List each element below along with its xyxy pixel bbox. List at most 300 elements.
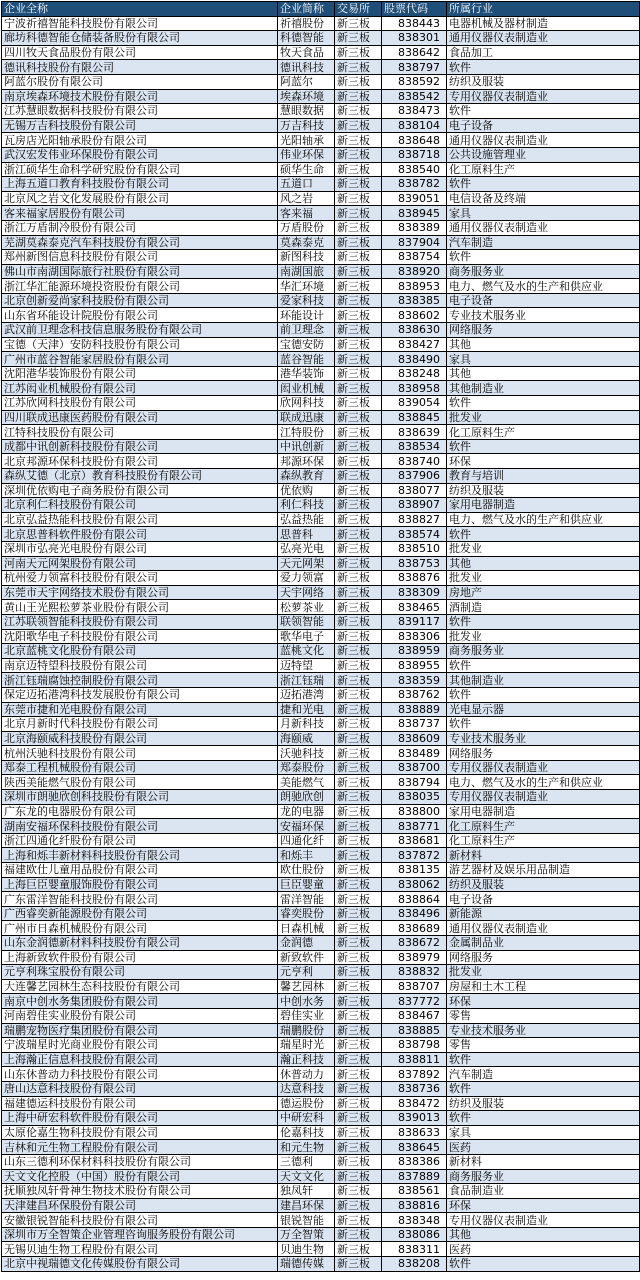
industry-cell: 软件 <box>447 177 640 192</box>
company-short-name-cell: 蓝谷智能 <box>278 352 335 367</box>
company-short-name-cell: 光阳轴承 <box>278 133 335 148</box>
exchange-cell: 新三板 <box>335 279 382 294</box>
table-row <box>2 1140 640 1155</box>
company-full-name-cell: 武汉前卫理念科技信息服务股份有限公司 <box>2 323 278 338</box>
industry-cell: 软件 <box>447 60 640 75</box>
stock-code-cell: 838306 <box>382 629 447 644</box>
stock-code-cell: 838301 <box>382 31 447 46</box>
table-row <box>2 687 640 702</box>
company-full-name-cell: 广西睿奕新能源股份有限公司 <box>2 906 278 921</box>
company-full-name-cell: 天文文化控股（中国）股份有限公司 <box>2 1169 278 1184</box>
stock-code-cell: 838645 <box>382 1140 447 1155</box>
table-row <box>2 118 640 133</box>
exchange-cell: 新三板 <box>335 425 382 440</box>
industry-cell: 纺织及服装 <box>447 483 640 498</box>
company-short-name-cell: 埃森环境 <box>278 89 335 104</box>
exchange-cell: 新三板 <box>335 994 382 1009</box>
company-full-name-cell: 德讯科技股份有限公司 <box>2 60 278 75</box>
exchange-cell: 新三板 <box>335 439 382 454</box>
table-row <box>2 1067 640 1082</box>
table-row <box>2 31 640 46</box>
industry-cell: 公共设施管理业 <box>447 147 640 162</box>
stock-code-cell: 838208 <box>382 1257 447 1272</box>
table-row <box>2 235 640 250</box>
table-row <box>2 1111 640 1126</box>
company-short-name-cell: 江特股份 <box>278 425 335 440</box>
company-short-name-cell: 金润德 <box>278 936 335 951</box>
company-short-name-cell: 天文文化 <box>278 1169 335 1184</box>
stock-code-cell: 838845 <box>382 410 447 425</box>
company-listing-table <box>1 1 640 1272</box>
company-full-name-cell: 郑州新图信息科技股份有限公司 <box>2 250 278 265</box>
company-short-name-cell: 四通化纤 <box>278 833 335 848</box>
industry-cell: 批发业 <box>447 965 640 980</box>
industry-cell: 批发业 <box>447 410 640 425</box>
stock-code-cell: 837904 <box>382 235 447 250</box>
company-full-name-cell: 广州市蓝谷智能家居股份有限公司 <box>2 352 278 367</box>
stock-code-cell: 838945 <box>382 206 447 221</box>
table-row <box>2 906 640 921</box>
company-short-name-cell: 碧佳实业 <box>278 1008 335 1023</box>
industry-cell: 批发业 <box>447 571 640 586</box>
stock-code-cell: 838642 <box>382 45 447 60</box>
company-full-name-cell: 森纵艾德（北京）教育科技股份有限公司 <box>2 469 278 484</box>
industry-cell: 网络服务 <box>447 746 640 761</box>
company-full-name-cell: 郑泰工程机械股份有限公司 <box>2 760 278 775</box>
stock-code-cell: 838920 <box>382 264 447 279</box>
company-short-name-cell: 迈特望 <box>278 658 335 673</box>
stock-code-cell: 838816 <box>382 1198 447 1213</box>
industry-cell: 软件 <box>447 1052 640 1067</box>
exchange-cell: 新三板 <box>335 965 382 980</box>
company-short-name-cell: 风之岩 <box>278 191 335 206</box>
industry-cell: 电力、燃气及水的生产和供应业 <box>447 512 640 527</box>
company-full-name-cell: 河南天元网架股份有限公司 <box>2 556 278 571</box>
industry-cell: 专业技术服务业 <box>447 308 640 323</box>
company-full-name-cell: 北京邦源环保科技股份有限公司 <box>2 454 278 469</box>
industry-cell: 电信设备及终端 <box>447 191 640 206</box>
exchange-cell: 新三板 <box>335 89 382 104</box>
company-full-name-cell: 沈阳港华装饰股份有限公司 <box>2 366 278 381</box>
company-short-name-cell: 弘益热能 <box>278 512 335 527</box>
company-full-name-cell: 黄山王光熙松萝茶业股份有限公司 <box>2 600 278 615</box>
table-body <box>2 16 640 1271</box>
industry-cell: 通用仪器仪表制造业 <box>447 220 640 235</box>
exchange-cell: 新三板 <box>335 16 382 31</box>
table-row <box>2 323 640 338</box>
table-row <box>2 1081 640 1096</box>
industry-cell: 专用仪器仪表制造业 <box>447 89 640 104</box>
company-full-name-cell: 四川牧天食品股份有限公司 <box>2 45 278 60</box>
company-full-name-cell: 陕西美能燃气股份有限公司 <box>2 775 278 790</box>
company-short-name-cell: 硕华生命 <box>278 162 335 177</box>
stock-code-cell: 838700 <box>382 760 447 775</box>
stock-code-cell: 838798 <box>382 1038 447 1053</box>
industry-cell: 教育与培训 <box>447 469 640 484</box>
company-short-name-cell: 优依购 <box>278 483 335 498</box>
stock-code-cell: 837892 <box>382 1067 447 1082</box>
table-row <box>2 994 640 1009</box>
company-short-name-cell: 新致软件 <box>278 950 335 965</box>
exchange-cell: 新三板 <box>335 1125 382 1140</box>
industry-cell: 汽车制造 <box>447 1067 640 1082</box>
industry-cell: 其他制造业 <box>447 381 640 396</box>
company-short-name-cell: 伟业环保 <box>278 147 335 162</box>
company-full-name-cell: 吉林和元生物工程股份有限公司 <box>2 1140 278 1155</box>
exchange-cell: 新三板 <box>335 585 382 600</box>
company-short-name-cell: 浙江钰瑞 <box>278 673 335 688</box>
stock-code-cell: 838885 <box>382 1023 447 1038</box>
industry-cell: 软件 <box>447 1111 640 1126</box>
exchange-cell: 新三板 <box>335 775 382 790</box>
company-short-name-cell: 歌华电子 <box>278 629 335 644</box>
exchange-cell: 新三板 <box>335 1213 382 1228</box>
stock-code-cell: 838489 <box>382 746 447 761</box>
company-short-name-cell: 松萝茶业 <box>278 600 335 615</box>
exchange-cell: 新三板 <box>335 293 382 308</box>
company-short-name-cell: 欣网科技 <box>278 396 335 411</box>
industry-cell: 纺织及服装 <box>447 74 640 89</box>
company-short-name-cell: 慧眼数据 <box>278 104 335 119</box>
industry-cell: 软件 <box>447 1081 640 1096</box>
table-row <box>2 1154 640 1169</box>
table-row <box>2 585 640 600</box>
stock-code-cell: 838386 <box>382 1154 447 1169</box>
stock-code-cell: 838309 <box>382 585 447 600</box>
company-full-name-cell: 成都中讯创新科技股份有限公司 <box>2 439 278 454</box>
table-row <box>2 1169 640 1184</box>
table-row <box>2 877 640 892</box>
company-full-name-cell: 安徽银锐智能科技股份有限公司 <box>2 1213 278 1228</box>
stock-code-cell: 838443 <box>382 16 447 31</box>
exchange-cell: 新三板 <box>335 31 382 46</box>
company-short-name-cell: 森纵教育 <box>278 469 335 484</box>
industry-cell: 电力、燃气及水的生产和供应业 <box>447 775 640 790</box>
company-short-name-cell: 达意科技 <box>278 1081 335 1096</box>
stock-code-cell: 838648 <box>382 133 447 148</box>
exchange-cell: 新三板 <box>335 863 382 878</box>
exchange-cell: 新三板 <box>335 133 382 148</box>
table-row <box>2 206 640 221</box>
company-short-name-cell: 郑泰股份 <box>278 760 335 775</box>
company-short-name-cell: 海颐威 <box>278 731 335 746</box>
company-short-name-cell: 联领智能 <box>278 614 335 629</box>
industry-cell: 电力、燃气及水的生产和供应业 <box>447 279 640 294</box>
table-row <box>2 483 640 498</box>
company-short-name-cell: 中研宏科 <box>278 1111 335 1126</box>
company-full-name-cell: 北京月新时代科技股份有限公司 <box>2 717 278 732</box>
table-row <box>2 760 640 775</box>
company-short-name-cell: 雷洋智能 <box>278 892 335 907</box>
industry-cell: 化工原料生产 <box>447 162 640 177</box>
company-short-name-cell: 利仁科技 <box>278 498 335 513</box>
company-short-name-cell: 邦源环保 <box>278 454 335 469</box>
company-full-name-cell: 山东休普动力科技股份有限公司 <box>2 1067 278 1082</box>
exchange-cell: 新三板 <box>335 979 382 994</box>
company-full-name-cell: 宁波祈禧智能科技股份有限公司 <box>2 16 278 31</box>
stock-code-cell: 838639 <box>382 425 447 440</box>
exchange-cell: 新三板 <box>335 556 382 571</box>
header-industry: 所属行业 <box>447 2 640 17</box>
company-short-name-cell: 休普动力 <box>278 1067 335 1082</box>
exchange-cell: 新三板 <box>335 74 382 89</box>
exchange-cell: 新三板 <box>335 45 382 60</box>
company-short-name-cell: 沃驰科技 <box>278 746 335 761</box>
company-short-name-cell: 龙的电器 <box>278 804 335 819</box>
industry-cell: 新材料 <box>447 1154 640 1169</box>
industry-cell: 通用仪器仪表制造业 <box>447 31 640 46</box>
company-full-name-cell: 北京风之岩文化发展股份有限公司 <box>2 191 278 206</box>
exchange-cell: 新三板 <box>335 60 382 75</box>
exchange-cell: 新三板 <box>335 819 382 834</box>
stock-code-cell: 838609 <box>382 731 447 746</box>
stock-code-cell: 838754 <box>382 250 447 265</box>
exchange-cell: 新三板 <box>335 1052 382 1067</box>
company-short-name-cell: 瑞星时光 <box>278 1038 335 1053</box>
company-short-name-cell: 祈禧股份 <box>278 16 335 31</box>
table-row <box>2 746 640 761</box>
company-short-name-cell: 天宇网络 <box>278 585 335 600</box>
table-row <box>2 804 640 819</box>
company-full-name-cell: 浙江硕华生命科学研究股份有限公司 <box>2 162 278 177</box>
exchange-cell: 新三板 <box>335 877 382 892</box>
company-full-name-cell: 瓦房店光阳轴承股份有限公司 <box>2 133 278 148</box>
company-short-name-cell: 瑞鹏股份 <box>278 1023 335 1038</box>
exchange-cell: 新三板 <box>335 1198 382 1213</box>
company-short-name-cell: 五道口 <box>278 177 335 192</box>
exchange-cell: 新三板 <box>335 1184 382 1199</box>
table-row <box>2 439 640 454</box>
industry-cell: 其他 <box>447 337 640 352</box>
company-full-name-cell: 深圳市弘亮光电股份有限公司 <box>2 541 278 556</box>
industry-cell: 其他 <box>447 366 640 381</box>
table-row <box>2 60 640 75</box>
table-row <box>2 337 640 352</box>
stock-code-cell: 838359 <box>382 673 447 688</box>
company-short-name-cell: 建昌环保 <box>278 1198 335 1213</box>
industry-cell: 专用仪器仪表制造业 <box>447 1213 640 1228</box>
exchange-cell: 新三板 <box>335 614 382 629</box>
industry-cell: 软件 <box>447 104 640 119</box>
stock-code-cell: 838753 <box>382 556 447 571</box>
industry-cell: 专业技术服务业 <box>447 731 640 746</box>
table-row <box>2 833 640 848</box>
exchange-cell: 新三板 <box>335 833 382 848</box>
table-row <box>2 308 640 323</box>
industry-cell: 游艺器材及娱乐用品制造 <box>447 863 640 878</box>
exchange-cell: 新三板 <box>335 1154 382 1169</box>
exchange-cell: 新三板 <box>335 1023 382 1038</box>
company-short-name-cell: 元亨利 <box>278 965 335 980</box>
stock-code-cell: 838736 <box>382 1081 447 1096</box>
header-row <box>2 2 640 17</box>
industry-cell: 专业技术服务业 <box>447 1023 640 1038</box>
industry-cell: 其他 <box>447 1227 640 1242</box>
stock-code-cell: 838681 <box>382 833 447 848</box>
table-row <box>2 16 640 31</box>
industry-cell: 软件 <box>447 439 640 454</box>
table-row <box>2 1184 640 1199</box>
company-full-name-cell: 南京埃森环境技术股份有限公司 <box>2 89 278 104</box>
industry-cell: 电子设备 <box>447 118 640 133</box>
stock-code-cell: 838592 <box>382 74 447 89</box>
company-full-name-cell: 福建德运科技股份有限公司 <box>2 1096 278 1111</box>
exchange-cell: 新三板 <box>335 1227 382 1242</box>
company-full-name-cell: 无锡贝迪生物工程股份有限公司 <box>2 1242 278 1257</box>
stock-code-cell: 838707 <box>382 979 447 994</box>
company-full-name-cell: 芜湖莫森泰克汽车科技股份有限公司 <box>2 235 278 250</box>
industry-cell: 软件 <box>447 396 640 411</box>
exchange-cell: 新三板 <box>335 760 382 775</box>
industry-cell: 家具 <box>447 352 640 367</box>
exchange-cell: 新三板 <box>335 687 382 702</box>
company-short-name-cell: 中创水务 <box>278 994 335 1009</box>
table-row <box>2 979 640 994</box>
header-exchange: 交易所 <box>335 2 382 17</box>
company-short-name-cell: 万全智策 <box>278 1227 335 1242</box>
company-short-name-cell: 爱家科技 <box>278 293 335 308</box>
company-full-name-cell: 山东省环能设计院股份有限公司 <box>2 308 278 323</box>
stock-code-cell: 839013 <box>382 1111 447 1126</box>
exchange-cell: 新三板 <box>335 498 382 513</box>
industry-cell: 专用仪器仪表制造业 <box>447 760 640 775</box>
exchange-cell: 新三板 <box>335 337 382 352</box>
company-full-name-cell: 南京中创水务集团股份有限公司 <box>2 994 278 1009</box>
stock-code-cell: 838718 <box>382 147 447 162</box>
stock-code-cell: 838737 <box>382 717 447 732</box>
stock-code-cell: 838473 <box>382 104 447 119</box>
company-full-name-cell: 湖南安福环保科技股份有限公司 <box>2 819 278 834</box>
industry-cell: 其他 <box>447 556 640 571</box>
company-short-name-cell: 瑞德传媒 <box>278 1257 335 1272</box>
company-full-name-cell: 浙江四通化纤股份有限公司 <box>2 833 278 848</box>
table-row <box>2 731 640 746</box>
company-full-name-cell: 上海瀚正信息科技股份有限公司 <box>2 1052 278 1067</box>
company-full-name-cell: 唐山达意科技股份有限公司 <box>2 1081 278 1096</box>
company-full-name-cell: 浙江万盾制冷股份有限公司 <box>2 220 278 235</box>
stock-code-cell: 838248 <box>382 366 447 381</box>
exchange-cell: 新三板 <box>335 848 382 863</box>
company-short-name-cell: 弘亮光电 <box>278 541 335 556</box>
exchange-cell: 新三板 <box>335 220 382 235</box>
stock-code-cell: 838800 <box>382 804 447 819</box>
table-row <box>2 600 640 615</box>
company-full-name-cell: 广东龙的电器股份有限公司 <box>2 804 278 819</box>
company-full-name-cell: 武汉宏发伟业环保股份有限公司 <box>2 147 278 162</box>
company-short-name-cell: 贝迪生物 <box>278 1242 335 1257</box>
company-full-name-cell: 江苏慧眼数据科技股份有限公司 <box>2 104 278 119</box>
table-row <box>2 104 640 119</box>
exchange-cell: 新三板 <box>335 541 382 556</box>
table-row <box>2 658 640 673</box>
table-row <box>2 892 640 907</box>
company-short-name-cell: 迈拓港湾 <box>278 687 335 702</box>
industry-cell: 新材料 <box>447 848 640 863</box>
company-short-name-cell: 馨艺园林 <box>278 979 335 994</box>
stock-code-cell: 838689 <box>382 921 447 936</box>
stock-code-cell: 838086 <box>382 1227 447 1242</box>
company-short-name-cell: 日森机械 <box>278 921 335 936</box>
table-row <box>2 352 640 367</box>
stock-code-cell: 838104 <box>382 118 447 133</box>
stock-code-cell: 837889 <box>382 1169 447 1184</box>
stock-code-cell: 837772 <box>382 994 447 1009</box>
table-row <box>2 264 640 279</box>
company-short-name-cell: 华汇环境 <box>278 279 335 294</box>
company-short-name-cell: 宝德安防 <box>278 337 335 352</box>
company-full-name-cell: 上海巨臣婴童服饰股份有限公司 <box>2 877 278 892</box>
company-full-name-cell: 深圳优依购电子商务股份有限公司 <box>2 483 278 498</box>
table-row <box>2 673 640 688</box>
industry-cell: 商务服务业 <box>447 1169 640 1184</box>
stock-code-cell: 838385 <box>382 293 447 308</box>
exchange-cell: 新三板 <box>335 746 382 761</box>
company-short-name-cell: 和元生物 <box>278 1140 335 1155</box>
industry-cell: 软件 <box>447 250 640 265</box>
company-full-name-cell: 沈阳歌华电子科技股份有限公司 <box>2 629 278 644</box>
company-full-name-cell: 深圳市朗驰欣创科技股份有限公司 <box>2 790 278 805</box>
stock-code-cell: 838955 <box>382 658 447 673</box>
company-short-name-cell: 爱力领富 <box>278 571 335 586</box>
exchange-cell: 新三板 <box>335 1096 382 1111</box>
company-full-name-cell: 上海和烁丰新材料科技股份有限公司 <box>2 848 278 863</box>
exchange-cell: 新三板 <box>335 1067 382 1082</box>
company-full-name-cell: 北京海颐威科技股份有限公司 <box>2 731 278 746</box>
stock-code-cell: 838762 <box>382 687 447 702</box>
company-full-name-cell: 江苏闳业机械股份有限公司 <box>2 381 278 396</box>
table-row <box>2 936 640 951</box>
exchange-cell: 新三板 <box>335 921 382 936</box>
table-row <box>2 89 640 104</box>
exchange-cell: 新三板 <box>335 352 382 367</box>
stock-code-cell: 838077 <box>382 483 447 498</box>
company-short-name-cell: 科德智能 <box>278 31 335 46</box>
exchange-cell: 新三板 <box>335 1081 382 1096</box>
stock-code-cell: 839051 <box>382 191 447 206</box>
stock-code-cell: 838311 <box>382 1242 447 1257</box>
stock-code-cell: 838797 <box>382 60 447 75</box>
exchange-cell: 新三板 <box>335 396 382 411</box>
company-short-name-cell: 联成迅康 <box>278 410 335 425</box>
industry-cell: 环保 <box>447 454 640 469</box>
industry-cell: 汽车制造 <box>447 235 640 250</box>
company-full-name-cell: 浙江华汇能源环境投资股份有限公司 <box>2 279 278 294</box>
industry-cell: 房屋和土木工程 <box>447 979 640 994</box>
stock-code-cell: 838062 <box>382 877 447 892</box>
stock-code-cell: 838574 <box>382 527 447 542</box>
company-short-name-cell: 闳业机械 <box>278 381 335 396</box>
exchange-cell: 新三板 <box>335 906 382 921</box>
industry-cell: 光电显示器 <box>447 702 640 717</box>
industry-cell: 软件 <box>447 687 640 702</box>
stock-code-cell: 838864 <box>382 892 447 907</box>
exchange-cell: 新三板 <box>335 1242 382 1257</box>
company-full-name-cell: 深圳市万全智策企业管理咨询服务股份有限公司 <box>2 1227 278 1242</box>
stock-code-cell: 838672 <box>382 936 447 951</box>
table-row <box>2 45 640 60</box>
table-row <box>2 381 640 396</box>
exchange-cell: 新三板 <box>335 206 382 221</box>
industry-cell: 商务服务业 <box>447 264 640 279</box>
exchange-cell: 新三板 <box>335 177 382 192</box>
table-row <box>2 396 640 411</box>
company-full-name-cell: 太原伦嘉生物科技股份有限公司 <box>2 1125 278 1140</box>
company-short-name-cell: 环能设计 <box>278 308 335 323</box>
industry-cell: 纺织及服装 <box>447 1096 640 1111</box>
header-company-full-name: 企业全称 <box>2 2 278 17</box>
industry-cell: 零售 <box>447 1008 640 1023</box>
table-row <box>2 512 640 527</box>
